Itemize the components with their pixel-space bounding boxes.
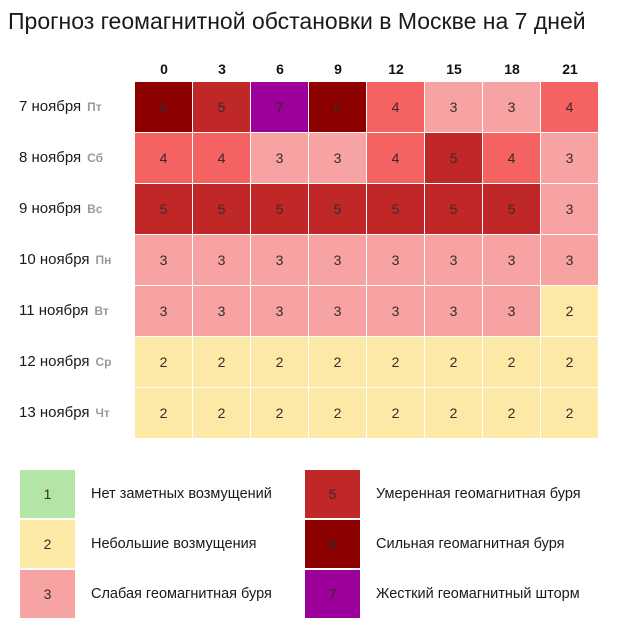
heatmap-cell: 5 bbox=[425, 133, 482, 183]
heatmap-cell: 3 bbox=[483, 82, 540, 132]
heatmap-cell: 3 bbox=[425, 82, 482, 132]
heatmap-cell: 4 bbox=[541, 82, 598, 132]
heatmap-cell: 5 bbox=[309, 184, 366, 234]
row-label bbox=[19, 235, 134, 285]
heatmap-cell: 2 bbox=[541, 388, 598, 438]
row-day-of-week: Вт bbox=[94, 304, 109, 318]
heatmap-cell: 4 bbox=[367, 133, 424, 183]
heatmap-cell: 6 bbox=[309, 82, 366, 132]
legend-swatch: 2 bbox=[20, 520, 75, 568]
heatmap-cell: 3 bbox=[541, 133, 598, 183]
row-date: 10 ноября bbox=[19, 251, 90, 268]
heatmap-cell: 3 bbox=[367, 286, 424, 336]
heatmap-cell: 2 bbox=[367, 388, 424, 438]
heatmap-cell: 2 bbox=[425, 337, 482, 387]
row-day-of-week: Пн bbox=[95, 253, 112, 267]
heatmap-cell: 3 bbox=[309, 235, 366, 285]
row-label bbox=[19, 184, 134, 234]
heatmap-cell: 2 bbox=[193, 388, 250, 438]
heatmap-cell: 3 bbox=[193, 235, 250, 285]
heatmap-cell: 3 bbox=[425, 235, 482, 285]
heatmap-cell: 2 bbox=[309, 337, 366, 387]
heatmap-cell: 2 bbox=[309, 388, 366, 438]
heatmap-cell: 2 bbox=[135, 337, 192, 387]
heatmap-cell: 3 bbox=[135, 235, 192, 285]
row-day-of-week: Вс bbox=[87, 202, 103, 216]
heatmap-cell: 2 bbox=[193, 337, 250, 387]
row-date: 8 ноября bbox=[19, 149, 82, 166]
heatmap-cell: 2 bbox=[251, 337, 308, 387]
heatmap-cell: 3 bbox=[309, 286, 366, 336]
heatmap-cell: 3 bbox=[135, 286, 192, 336]
row-label bbox=[19, 388, 134, 438]
heatmap-cell: 2 bbox=[483, 388, 540, 438]
heatmap-cell: 2 bbox=[367, 337, 424, 387]
heatmap-cell: 3 bbox=[367, 235, 424, 285]
heatmap-cell: 5 bbox=[251, 184, 308, 234]
heatmap-cell: 3 bbox=[251, 235, 308, 285]
heatmap-cell: 5 bbox=[193, 82, 250, 132]
heatmap-cell: 3 bbox=[193, 286, 250, 336]
row-date: 9 ноября bbox=[19, 200, 82, 217]
hour-header: 18 bbox=[504, 61, 520, 77]
legend-swatch: 3 bbox=[20, 570, 75, 618]
row-date: 7 ноября bbox=[19, 98, 82, 115]
hour-header: 0 bbox=[160, 61, 168, 77]
row-date: 12 ноября bbox=[19, 353, 90, 370]
row-day-of-week: Пт bbox=[87, 100, 102, 114]
heatmap-cell: 2 bbox=[425, 388, 482, 438]
heatmap-cell: 4 bbox=[483, 133, 540, 183]
row-date: 13 ноября bbox=[19, 404, 90, 421]
legend-swatch: 6 bbox=[305, 520, 360, 568]
heatmap-cell: 2 bbox=[251, 388, 308, 438]
heatmap-cell: 2 bbox=[483, 337, 540, 387]
hour-header: 9 bbox=[334, 61, 342, 77]
page-title: Прогноз геомагнитной обстановки в Москве на 7 дней bbox=[8, 8, 586, 34]
legend-label: Слабая геомагнитная буря bbox=[91, 586, 272, 602]
heatmap-cell: 3 bbox=[483, 235, 540, 285]
heatmap-cell: 4 bbox=[367, 82, 424, 132]
heatmap-cell: 5 bbox=[367, 184, 424, 234]
row-day-of-week: Чт bbox=[95, 406, 110, 420]
heatmap-cell: 3 bbox=[251, 133, 308, 183]
heatmap-cell: 2 bbox=[135, 388, 192, 438]
heatmap-cell: 2 bbox=[541, 286, 598, 336]
heatmap-cell: 5 bbox=[425, 184, 482, 234]
row-label bbox=[19, 337, 134, 387]
heatmap-cell: 3 bbox=[541, 184, 598, 234]
legend-label: Нет заметных возмущений bbox=[91, 486, 272, 502]
heatmap-cell: 4 bbox=[135, 133, 192, 183]
legend-swatch: 1 bbox=[20, 470, 75, 518]
heatmap-cell: 5 bbox=[193, 184, 250, 234]
heatmap-cell: 6 bbox=[135, 82, 192, 132]
heatmap-cell: 4 bbox=[193, 133, 250, 183]
hour-header: 6 bbox=[276, 61, 284, 77]
legend-label: Сильная геомагнитная буря bbox=[376, 536, 565, 552]
legend-swatch: 7 bbox=[305, 570, 360, 618]
heatmap-cell: 3 bbox=[483, 286, 540, 336]
heatmap-cell: 3 bbox=[251, 286, 308, 336]
row-label bbox=[19, 286, 134, 336]
row-label bbox=[19, 133, 134, 183]
row-label bbox=[19, 82, 134, 132]
legend-label: Жесткий геомагнитный шторм bbox=[376, 586, 580, 602]
hour-header: 3 bbox=[218, 61, 226, 77]
legend-label: Небольшие возмущения bbox=[91, 536, 257, 552]
row-date: 11 ноября bbox=[19, 302, 89, 319]
row-day-of-week: Сб bbox=[87, 151, 104, 165]
heatmap-cell: 2 bbox=[541, 337, 598, 387]
heatmap-cell: 3 bbox=[309, 133, 366, 183]
heatmap-cell: 7 bbox=[251, 82, 308, 132]
heatmap-cell: 5 bbox=[483, 184, 540, 234]
hour-header: 12 bbox=[388, 61, 404, 77]
hour-header: 21 bbox=[562, 61, 578, 77]
legend-swatch: 5 bbox=[305, 470, 360, 518]
hour-header: 15 bbox=[446, 61, 462, 77]
heatmap-cell: 5 bbox=[135, 184, 192, 234]
heatmap-cell: 3 bbox=[541, 235, 598, 285]
row-day-of-week: Ср bbox=[95, 355, 112, 369]
legend-label: Умеренная геомагнитная буря bbox=[376, 486, 581, 502]
heatmap-cell: 3 bbox=[425, 286, 482, 336]
